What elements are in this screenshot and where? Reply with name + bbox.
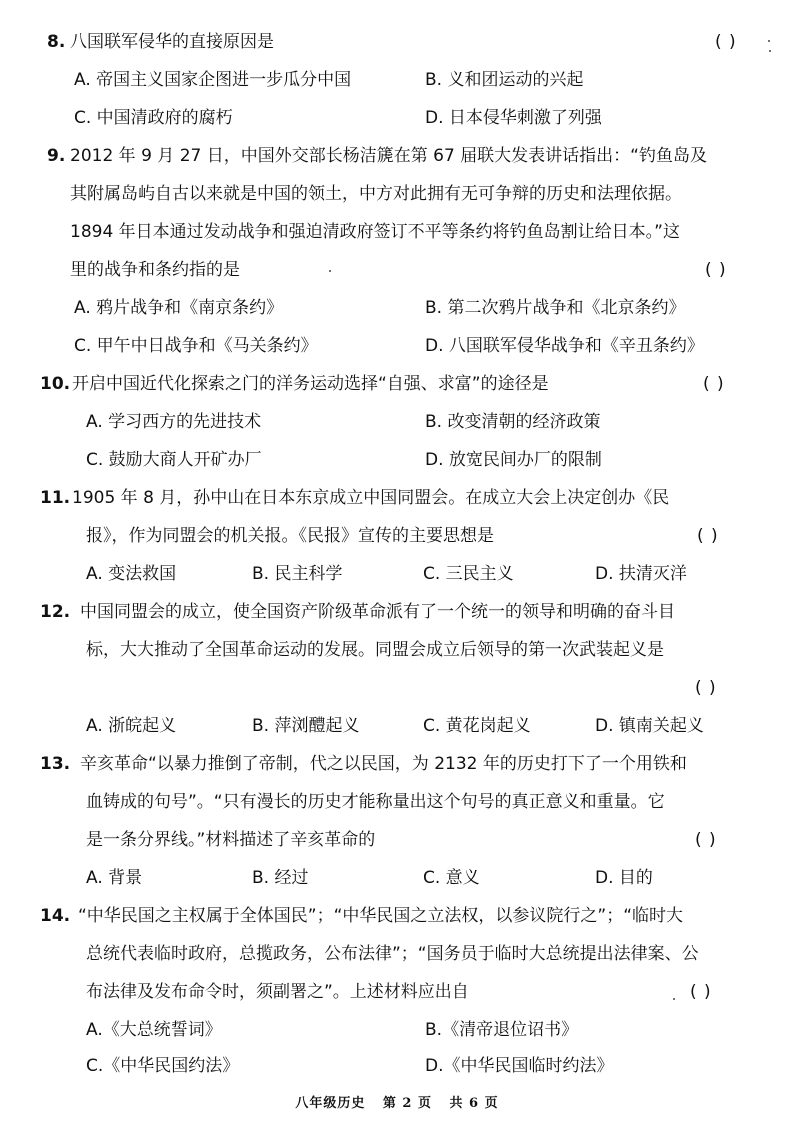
option-c[interactable]: C. 意义: [423, 868, 480, 888]
answer-blank[interactable]: ( ): [695, 678, 717, 698]
footer-subject: 八年级历史: [295, 1096, 366, 1111]
option-d[interactable]: D. 日本侵华刺激了列强: [425, 108, 602, 128]
option-a[interactable]: A. 浙皖起义: [86, 716, 177, 736]
scan-speck: [329, 270, 331, 272]
scan-speck: [768, 40, 770, 42]
question-text: 总统代表临时政府，总揽政务，公布法律”；“国务员于临时大总统提出法律案、公: [86, 944, 699, 964]
question-number: 8.: [47, 32, 66, 52]
question-text: 标，大大推动了全国革命运动的发展。同盟会成立后领导的第一次武装起义是: [86, 640, 664, 660]
option-a[interactable]: A. 变法救国: [86, 564, 177, 584]
question-text: 开启中国近代化探索之门的洋务运动选择“自强、求富”的途径是: [72, 374, 549, 394]
answer-blank[interactable]: ( ): [715, 32, 737, 52]
question-text: 里的战争和条约指的是: [70, 260, 240, 280]
question-number: 13.: [40, 754, 71, 774]
option-c[interactable]: C. 三民主义: [423, 564, 514, 584]
answer-blank[interactable]: ( ): [697, 526, 719, 546]
option-d[interactable]: D. 目的: [595, 868, 653, 888]
scan-speck: [673, 998, 675, 1000]
answer-blank[interactable]: ( ): [695, 830, 717, 850]
answer-blank[interactable]: ( ): [703, 374, 725, 394]
option-b[interactable]: B. 义和团运动的兴起: [425, 70, 584, 90]
question-text: 中国同盟会的成立，使全国资产阶级革命派有了一个统一的领导和明确的奋斗目: [80, 602, 675, 622]
footer-total-pages: 共 6 页: [449, 1096, 499, 1111]
option-d[interactable]: D. 八国联军侵华战争和《辛丑条约》: [425, 336, 704, 356]
option-a[interactable]: A.《大总统誓词》: [86, 1020, 222, 1040]
option-b[interactable]: B. 经过: [252, 868, 309, 888]
question-text: 辛亥革命“以暴力推倒了帝制，代之以民国，为 2132 年的历史打下了一个用铁和: [80, 754, 687, 774]
question-text: 2012 年 9 月 27 日，中国外交部长杨洁篪在第 67 届联大发表讲话指出：“钓鱼岛及: [70, 146, 707, 166]
option-a[interactable]: A. 帝国主义国家企图进一步瓜分中国: [74, 70, 352, 90]
answer-blank[interactable]: ( ): [705, 260, 727, 280]
option-a[interactable]: A. 背景: [86, 868, 143, 888]
option-a[interactable]: A. 学习西方的先进技术: [86, 412, 262, 432]
option-b[interactable]: B.《清帝退位诏书》: [425, 1020, 579, 1040]
option-c[interactable]: C. 鼓励大商人开矿办厂: [86, 450, 262, 470]
question-text: 是一条分界线。”材料描述了辛亥革命的: [86, 830, 376, 850]
question-number: 12.: [40, 602, 71, 622]
question-text: 血铸成的句号”。“只有漫长的历史才能称量出这个句号的真正意义和重量。它: [86, 792, 665, 812]
question-text: 八国联军侵华的直接原因是: [70, 32, 274, 52]
answer-blank[interactable]: ( ): [690, 982, 712, 1002]
option-d[interactable]: D. 镇南关起义: [595, 716, 704, 736]
option-c[interactable]: C. 甲午中日战争和《马关条约》: [74, 336, 318, 356]
question-text: 其附属岛屿自古以来就是中国的领土，中方对此拥有无可争辩的历史和法理依据。: [70, 184, 682, 204]
page-footer: [0, 1092, 794, 1111]
option-d[interactable]: D. 放宽民间办厂的限制: [425, 450, 602, 470]
option-c[interactable]: C. 中国清政府的腐朽: [74, 108, 233, 128]
option-c[interactable]: C. 黄花岗起义: [423, 716, 531, 736]
question-number: 9.: [47, 146, 66, 166]
scan-speck: [769, 50, 771, 52]
footer-page-number: 第 2 页: [382, 1096, 432, 1111]
option-b[interactable]: B. 第二次鸦片战争和《北京条约》: [425, 298, 686, 318]
question-text: 报》，作为同盟会的机关报。《民报》宣传的主要思想是: [86, 526, 494, 546]
question-text: 1894 年日本通过发动战争和强迫清政府签订不平等条约将钓鱼岛割让给日本。”这: [70, 222, 680, 242]
option-b[interactable]: B. 改变清朝的经济政策: [425, 412, 601, 432]
question-text: “中华民国之主权属于全体国民”；“中华民国之立法权，以参议院行之”；“临时大: [78, 906, 684, 926]
option-d[interactable]: D.《中华民国临时约法》: [425, 1056, 614, 1076]
option-d[interactable]: D. 扶清灭洋: [595, 564, 687, 584]
question-number: 14.: [40, 906, 71, 926]
option-c[interactable]: C.《中华民国约法》: [86, 1056, 240, 1076]
question-number: 10.: [40, 374, 71, 394]
option-b[interactable]: B. 民主科学: [252, 564, 343, 584]
option-a[interactable]: A. 鸦片战争和《南京条约》: [74, 298, 284, 318]
question-number: 11.: [40, 488, 71, 508]
question-text: 布法律及发布命令时，须副署之”。上述材料应出自: [86, 982, 469, 1002]
question-text: 1905 年 8 月，孙中山在日本东京成立中国同盟会。在成立大会上决定创办《民: [72, 488, 670, 508]
option-b[interactable]: B. 萍浏醴起义: [252, 716, 360, 736]
